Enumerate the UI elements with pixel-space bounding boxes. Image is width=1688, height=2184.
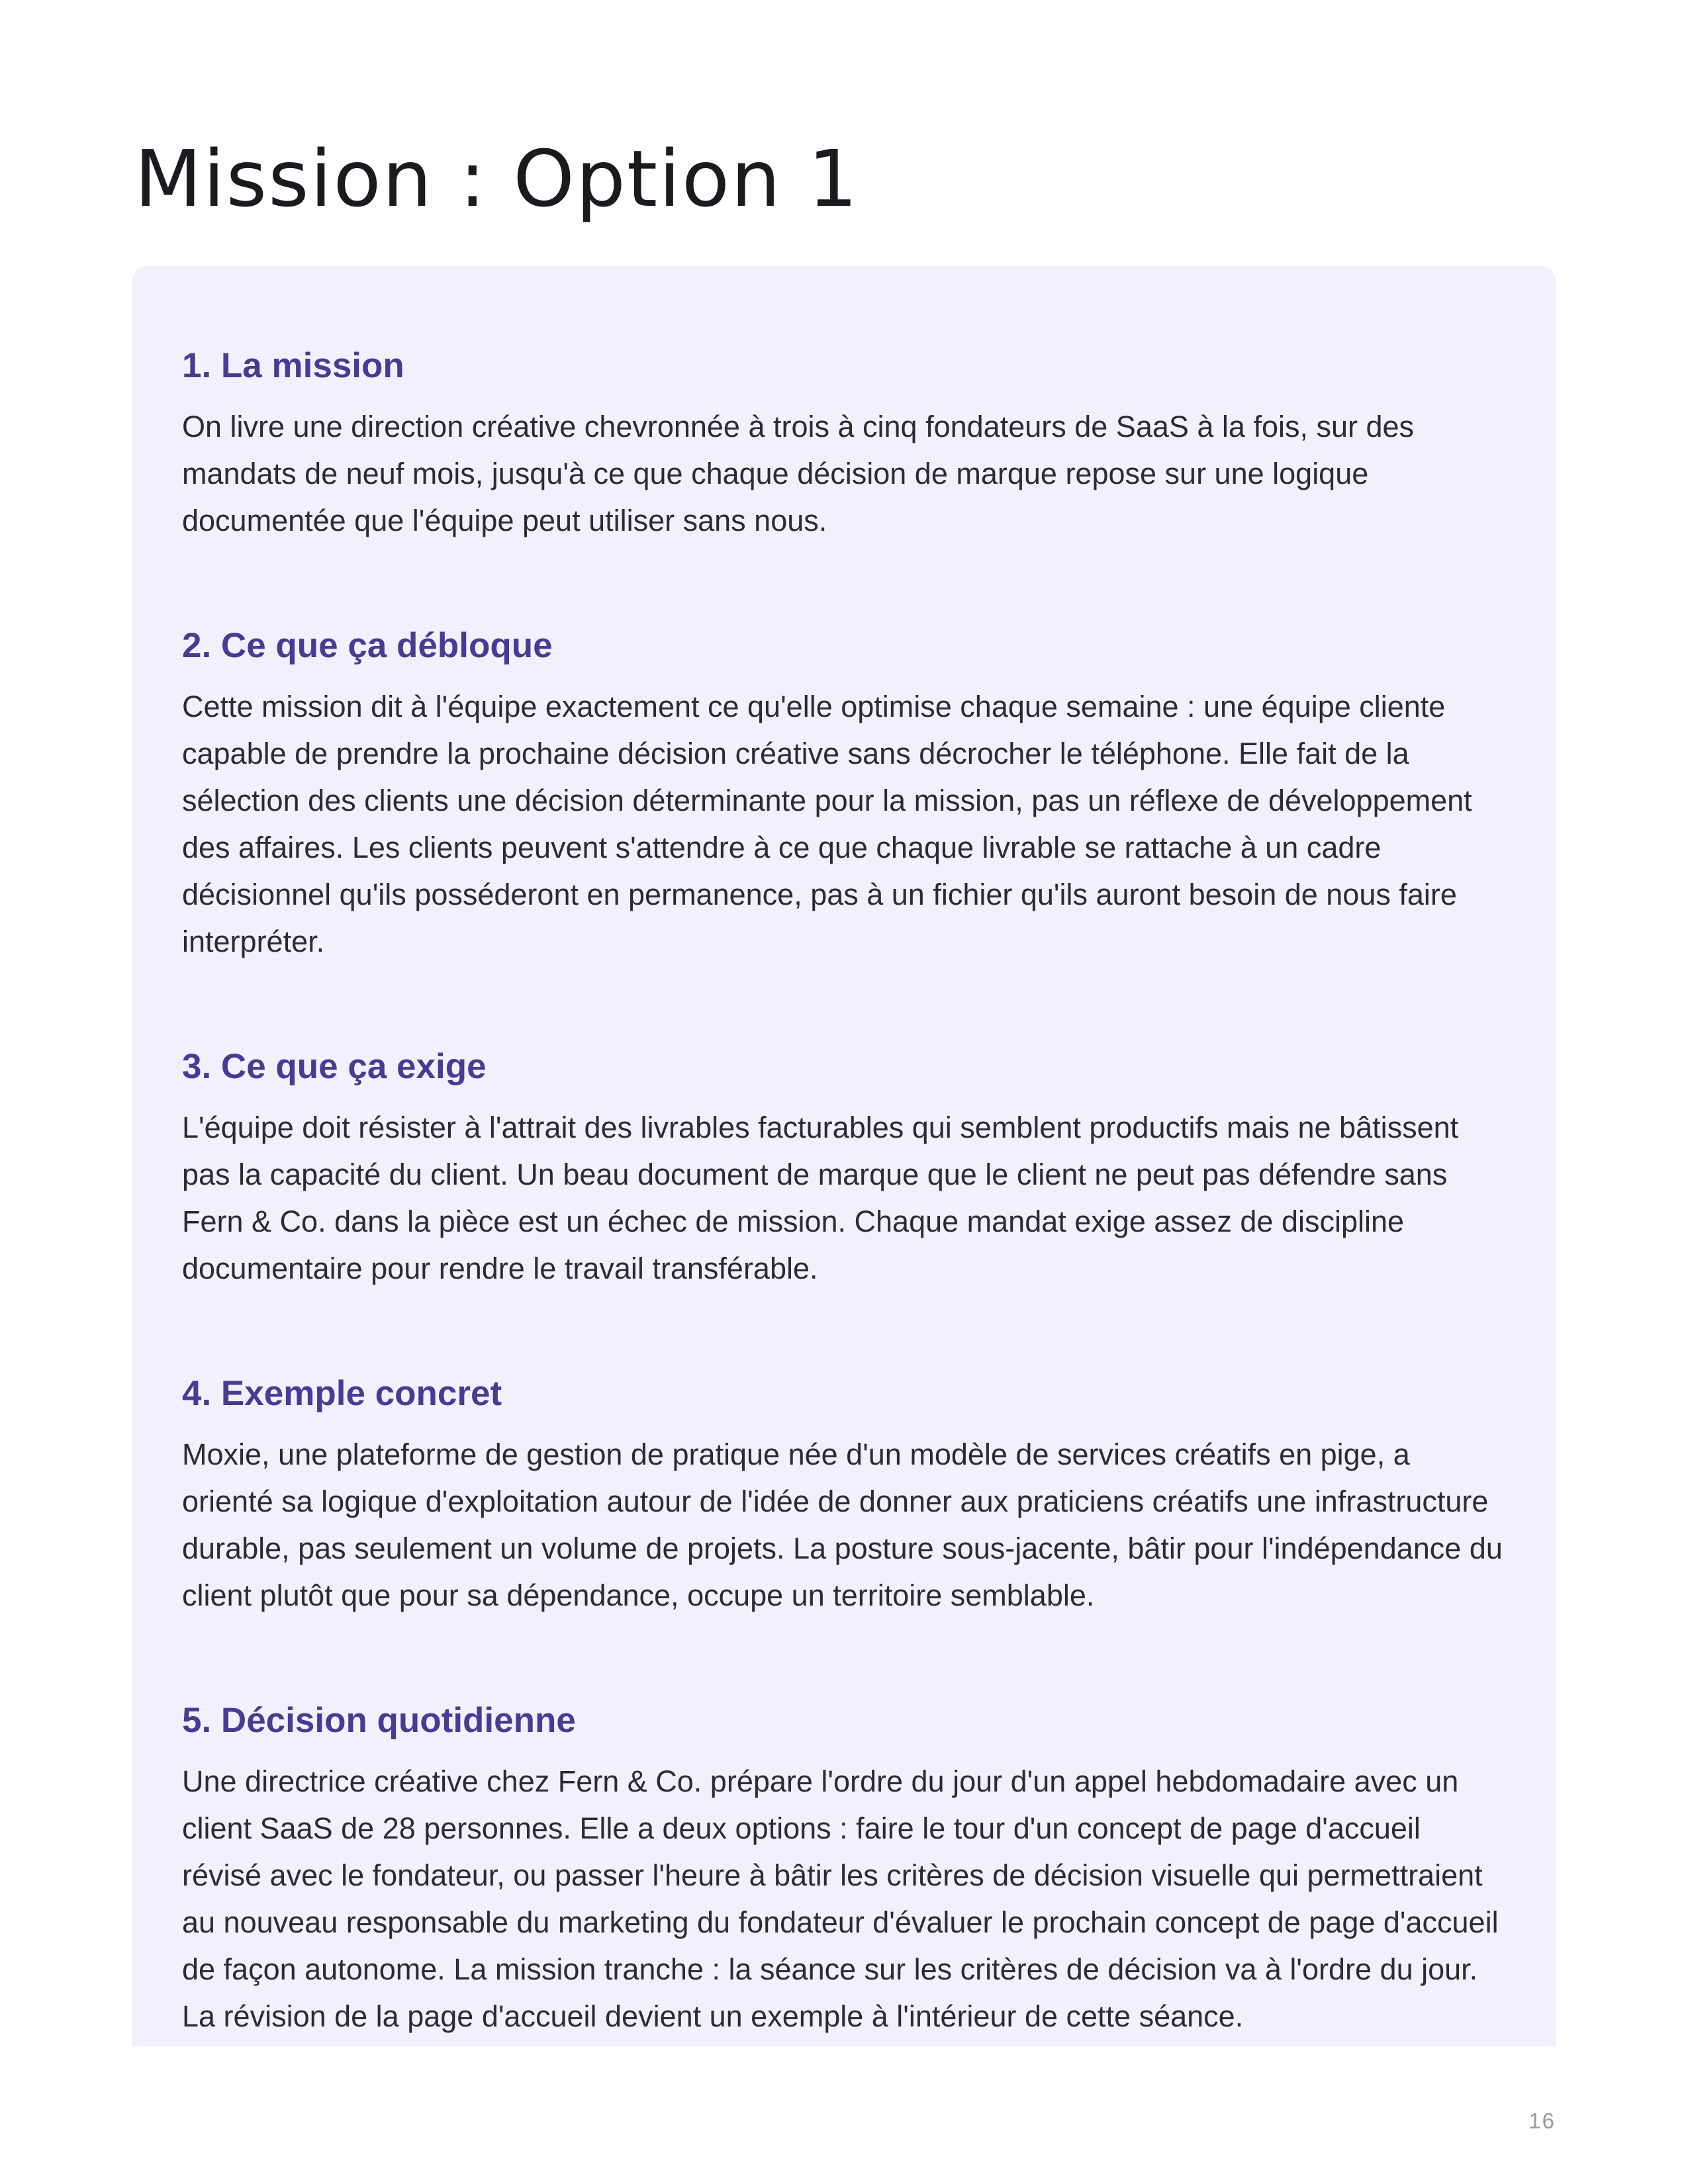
- section-body: Cette mission dit à l'équipe exactement ce qu'elle optimise chaque semaine : une équipe cliente capable de prendre la prochaine décision créative sans décrocher le téléphone. Elle fait de la sélection des clients une décision déterminante pour la mission, pas un réflexe de développement des affaires. Les clients peuvent s'attendre à ce que chaque livrable se rattache à un cadre décisionnel qu'ils posséderont en permanence, pas à un fichier qu'ils auront besoin de nous faire interpréter.: [182, 690, 1472, 958]
- page-number: 16: [1528, 2109, 1556, 2133]
- section-body: Moxie, une plateforme de gestion de pratique née d'un modèle de services créatifs en pige, a orienté sa logique d'exploitation autour de l'idée de donner aux praticiens créatifs une infrastructure durable, pas seulement un volume de projets. La posture sous-jacente, bâtir pour l'indépendance du client plutôt que pour sa dépendance, occupe un territoire semblable.: [182, 1437, 1503, 1612]
- section-heading: 5. Décision quotidienne: [182, 1701, 576, 1740]
- section-body: On livre une direction créative chevronnée à trois à cinq fondateurs de SaaS à la fois, sur des mandats de neuf mois, jusqu'à ce que chaque décision de marque repose sur une logique documentée que l'équipe peut utiliser sans nous.: [182, 410, 1415, 537]
- section-heading: 3. Ce que ça exige: [182, 1047, 487, 1086]
- section-example: [182, 1370, 1506, 1619]
- section-heading: 1. La mission: [182, 346, 404, 385]
- section-daily-decision: [182, 1697, 1506, 2040]
- section-heading: 4. Exemple concret: [182, 1374, 502, 1413]
- section-mission: [182, 342, 1506, 544]
- page-title: Mission : Option 1: [134, 133, 859, 224]
- section-unlocks: [182, 622, 1506, 965]
- section-body: Une directrice créative chez Fern & Co. prépare l'ordre du jour d'un appel hebdomadaire avec un client SaaS de 28 personnes. Elle a deux options : faire le tour d'un concept de page d'accueil révisé avec le fondateur, ou passer l'heure à bâtir les critères de décision visuelle qui permettraient au nouveau responsable du marketing du fondateur d'évaluer le prochain concept de page d'accueil de façon autonome. La mission tranche : la séance sur les critères de décision va à l'ordre du jour. La révision de la page d'accueil devient un exemple à l'intérieur de cette séance.: [182, 1764, 1499, 2033]
- section-heading: 2. Ce que ça débloque: [182, 626, 553, 665]
- section-requires: [182, 1043, 1506, 1292]
- content-panel: [132, 266, 1556, 2046]
- section-body: L'équipe doit résister à l'attrait des livrables facturables qui semblent productifs mais ne bâtissent pas la capacité du client. Un beau document de marque que le client ne peut pas défendre sans Fern & Co. dans la pièce est un échec de mission. Chaque mandat exige assez de discipline documentaire pour rendre le travail transférable.: [182, 1111, 1459, 1285]
